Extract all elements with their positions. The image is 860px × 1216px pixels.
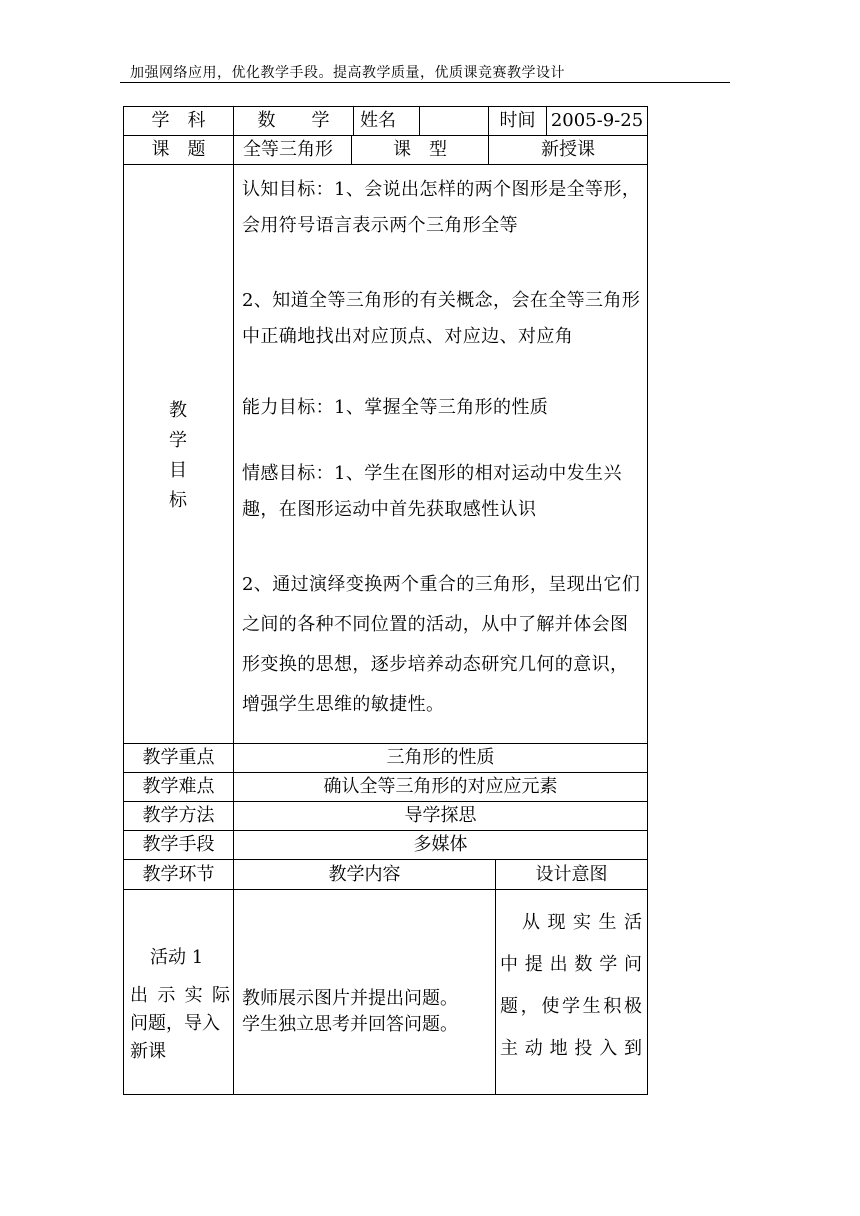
process-col-content: 教学内容 bbox=[328, 864, 401, 885]
process-col-stage: 教学环节 bbox=[142, 864, 215, 885]
activity-content: 教师展示图片并提出问题。 学生独立思考并回答问题。 bbox=[242, 988, 458, 1035]
name-label: 姓名 bbox=[360, 110, 396, 131]
subject-value: 数 学 bbox=[257, 110, 330, 131]
key-point-value: 三角形的性质 bbox=[386, 747, 495, 768]
activity-title: 活动 1 bbox=[150, 947, 204, 968]
key-point-label: 教学重点 bbox=[142, 747, 215, 768]
objective-cognitive-2: 2、知道全等三角形的有关概念，会在全等三角形中正确地找出对应顶点、对应边、对应角 bbox=[242, 290, 641, 347]
type-label: 课 型 bbox=[393, 139, 447, 160]
method-label: 教学方法 bbox=[142, 805, 215, 826]
time-value: 2005-9-25 bbox=[550, 110, 644, 131]
difficulty-label: 教学难点 bbox=[142, 776, 215, 797]
objective-cognitive-1: 认知目标：1、会说出怎样的两个图形是全等形，会用符号语言表示两个三角形全等 bbox=[242, 179, 641, 236]
difficulty-value: 确认全等三角形的对应应元素 bbox=[323, 776, 558, 797]
type-value: 新授课 bbox=[541, 139, 595, 160]
objective-emotion-1: 情感目标：1、学生在图形的相对运动中发生兴趣，在图形运动中首先获取感性认识 bbox=[242, 463, 622, 520]
activity-design: 从 现 实 生 活 中 提 出 数 学 问 题，使学生积极 主 动 地 投 入 到 bbox=[500, 912, 642, 1059]
topic-value: 全等三角形 bbox=[243, 139, 333, 160]
process-col-intent: 设计意图 bbox=[535, 864, 608, 885]
method-value: 导学探思 bbox=[404, 805, 477, 826]
activity-desc: 出 示 实 际 问题，导入 新课 bbox=[130, 985, 230, 1062]
means-value: 多媒体 bbox=[413, 834, 468, 855]
time-label: 时间 bbox=[499, 110, 536, 131]
page-header: 加强网络应用，优化教学手段。提高教学质量，优质课竞赛教学设计 bbox=[130, 65, 565, 81]
objective-ability: 能力目标：1、掌握全等三角形的性质 bbox=[242, 397, 549, 418]
subject-label: 学 科 bbox=[151, 110, 206, 131]
topic-label: 课 题 bbox=[151, 139, 206, 160]
header-rule bbox=[120, 82, 730, 83]
means-label: 教学手段 bbox=[142, 834, 215, 855]
objective-emotion-2: 2、通过演绎变换两个重合的三角形，呈现出它们之间的各种不同位置的活动，从中了解并体会图形变换的思想，逐步培养动态研究几何的意识，增强学生思维的敏捷性。 bbox=[242, 574, 641, 715]
objectives-label: 教 学 目 标 bbox=[169, 400, 187, 511]
